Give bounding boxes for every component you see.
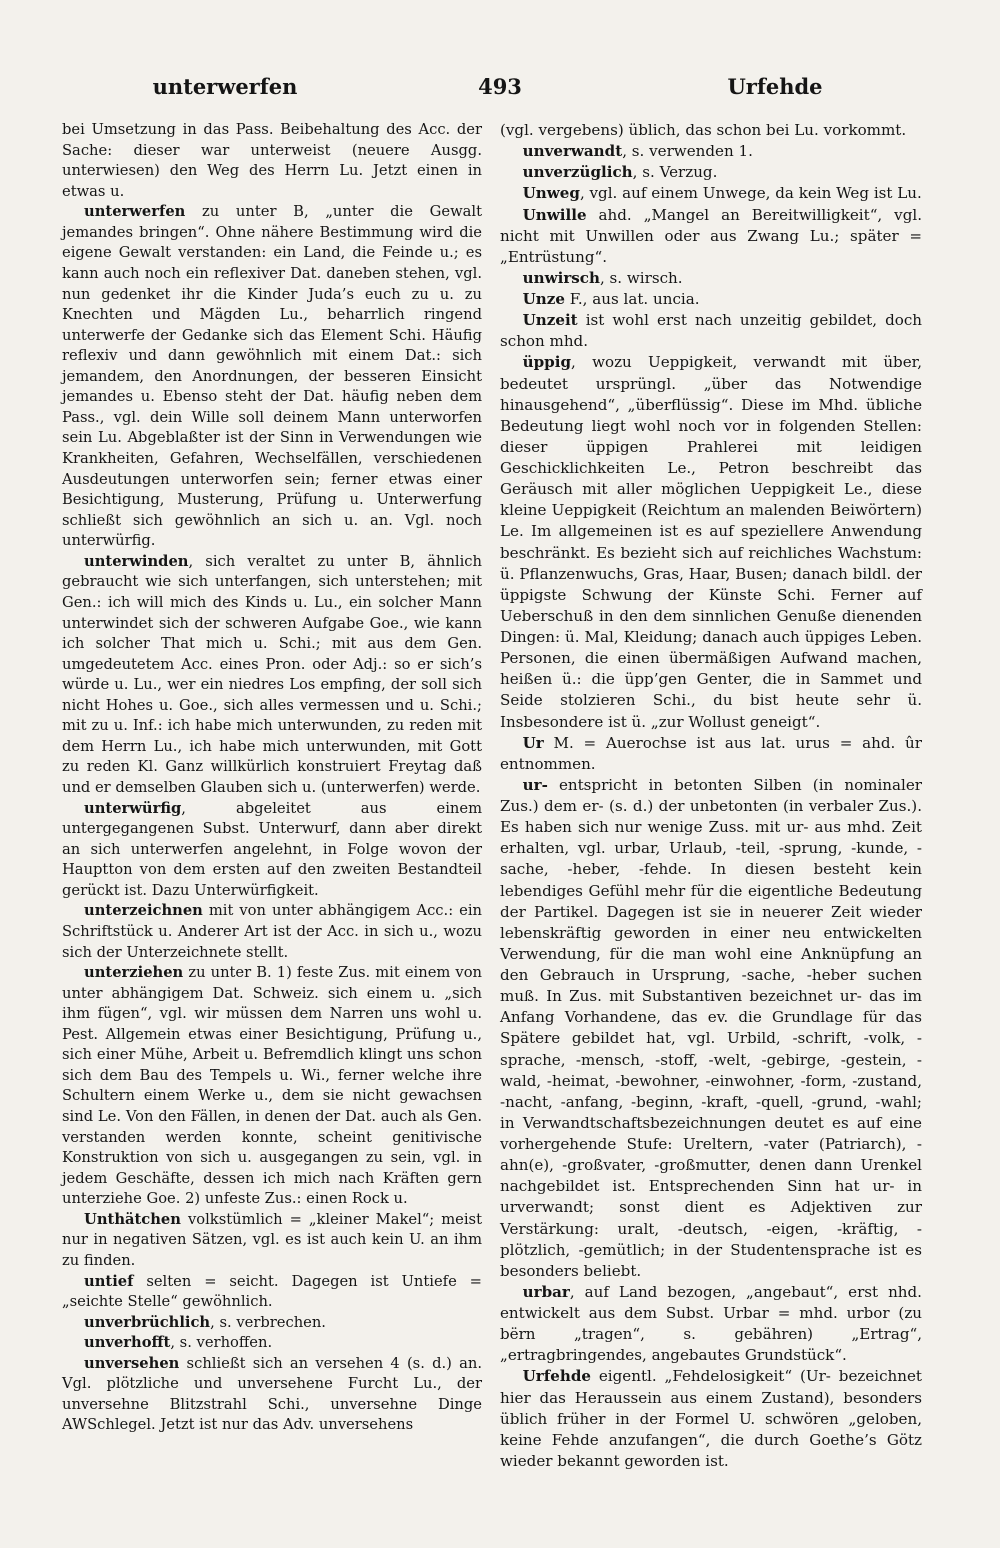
entry-text: ist wohl erst nach unzeitig gebildet, doch schon mhd. bbox=[500, 311, 922, 351]
right-column bbox=[500, 120, 922, 1472]
entry-text: mit von unter abhängigem Acc.: ein Schriftstück u. Anderer Art ist der Acc. in sich u., wozu sich der Unterzeichnete stellt. bbox=[62, 902, 482, 961]
entry-text: , s. verbrechen. bbox=[210, 1313, 326, 1331]
entry-text: , s. verhoffen. bbox=[170, 1334, 273, 1352]
entry-headword: Unthätchen bbox=[84, 1210, 181, 1228]
entry-headword: unverhofft bbox=[84, 1334, 171, 1352]
entry-text: ahd. „Mangel an Bereitwilligkeit“, vgl. nicht mit Unwillen oder aus Zwang Lu.; später = „Entrüstung“. bbox=[500, 205, 922, 266]
dictionary-entry bbox=[500, 162, 922, 183]
entry-text: , s. verwenden 1. bbox=[622, 142, 753, 161]
entry-continuation bbox=[500, 120, 922, 141]
entry-headword: Urfehde bbox=[522, 1367, 591, 1386]
entry-headword: unterzeichnen bbox=[84, 902, 203, 920]
entry-text: , s. Verzug. bbox=[632, 163, 718, 182]
entry-text: M. = Auerochse ist aus lat. urus = ahd. ûr entnommen. bbox=[500, 733, 922, 773]
entry-text: schließt sich an versehen 4 (s. d.) an. Vgl. plötzliche und unversehene Furcht Lu., der unversehne Blitzstrahl Schi., unversehne Dinge AWSchlegel. Jetzt ist nur das Adv. unversehens bbox=[62, 1354, 482, 1434]
running-head bbox=[60, 74, 940, 99]
dictionary-entry bbox=[62, 1210, 482, 1272]
dictionary-entry bbox=[62, 1313, 482, 1334]
entry-text: (vgl. vergebens) üblich, das schon bei Lu. vorkommt. bbox=[500, 121, 907, 139]
entry-headword: Unze bbox=[522, 290, 565, 308]
running-head-right: Urfehde bbox=[727, 74, 823, 99]
dictionary-entry bbox=[62, 1272, 482, 1313]
entry-text: , auf Land bezogen, „angebaut“, erst nhd. entwickelt aus dem Subst. Urbar = mhd. urbor (zu bërn „tragen“, s. gebähren) „Ertrag“, „ertragbringendes, angebautes Grundstück“. bbox=[500, 1282, 922, 1365]
entry-text: selten = seicht. Dagegen ist Untiefe = „seichte Stelle“ gewöhnlich. bbox=[62, 1272, 482, 1311]
dictionary-entry bbox=[500, 352, 922, 732]
entry-headword: unverbrüchlich bbox=[84, 1313, 211, 1331]
entry-text: F., aus lat. uncia. bbox=[564, 290, 700, 308]
dictionary-entry bbox=[500, 268, 922, 289]
dictionary-entry bbox=[500, 310, 922, 352]
entry-headword: Unweg bbox=[522, 184, 580, 203]
entry-headword: unterziehen bbox=[84, 964, 184, 982]
entry-headword: unterwürfig bbox=[84, 799, 182, 817]
dictionary-entry bbox=[62, 1333, 482, 1354]
entry-text: , wozu Ueppigkeit, verwandt mit über, bedeutet ursprüngl. „über das Notwendige hinausgehend“, „überflüssig“. Diese im Mhd. übliche Bedeutung liegt wohl noch vor in folgenden Stellen: dieser üppigen Prahlerei mit leidigen Geschicklichkeiten Le., Petron beschreibt das Geräusch mit aller möglichen Ueppigkeit Le., diese kleine Ueppigkeit (Reichtum an malenden Beiwörtern) Le. Im allgemeinen ist es auf speziellere Anwendung beschränkt. Es bezieht sich auf reichliches Wachstum: ü. Pflanzenwuchs, Gras, Haar, Busen; danach bildl. der üppigste Schwung der Künste Schi. Ferner auf Ueberschuß in den dem sinnlichen Genuße dienenden Dingen: ü. Mal, Kleidung; danach auch üppiges Leben. Personen, die einen übermäßigen Aufwand machen, heißen ü.: die üpp’gen Genter, die in Sammet und Seide stolzieren Schi., du bist heute sehr ü. Insbesondere ist ü. „zur Wollust geneigt“. bbox=[500, 353, 922, 731]
entry-headword: unwirsch bbox=[522, 268, 600, 287]
entry-text: , abgeleitet aus einem untergegangenen Subst. Unterwurf, dann aber direkt an sich unterwerfen angelehnt, in Folge wovon der Hauptton von dem ersten auf den zweiten Bestandteil gerückt ist. Dazu Unterwürfigkeit. bbox=[62, 799, 482, 899]
entry-text: , sich veraltet zu unter B, ähnlich gebraucht wie sich unterfangen, sich unterstehen; mit Gen.: ich will mich des Kinds u. Lu., ein solcher Mann unterwindet sich der schweren Aufgabe Goe., wie kann ich solcher That mich u. Schi.; mit aus dem Gen. umgedeutetem Acc. eines Pron. oder Adj.: so er sich’s würde u. Lu., wer ein niedres Los empfing, der soll sich nicht Hohes u. Goe., sich alles vermessen und u. Schi.; mit zu u. Inf.: ich habe mich unterwunden, zu reden mit dem Herrn Lu., ich habe mich unterwunden, mit Gott zu reden Kl. Ganz willkürlich konstruiert Freytag daß und er demselben Glauben sich u. (unterwerfen) werde. bbox=[62, 552, 482, 796]
entry-headword: untief bbox=[84, 1272, 134, 1290]
dictionary-entry bbox=[500, 289, 922, 310]
entry-headword: unterwerfen bbox=[84, 203, 186, 221]
entry-text: zu unter B, „unter die Gewalt jemandes bringen“. Ohne nähere Bestimmung wird die eigene Gewalt verstanden: ein Land, die Feinde u.; es kann auch noch ein reflexiver Dat. daneben stehen, vgl. nun gedenket ihr die Kinder Juda’s euch zu u. zu Knechten und Mägden Lu., beharrlich ringend unterwerfe der Gedanke sich das Element Schi. Häufig reflexiv und dann gewöhnlich mit einem Dat.: sich jemandem, den Anordnungen, der besseren Einsicht jemandes u. Ebenso steht der Dat. häufig neben dem Pass., vgl. dein Wille soll deinem Mann unterworfen sein Lu. Abgeblaßter ist der Sinn in Verwendungen wie Krankheiten, Gefahren, Wechselfällen, verschiedenen Ausdeutungen unterworfen sein; ferner etwas einer Besichtigung, Musterung, Prüfung u. Unterwerfung schließt sich gewöhnlich an sich u. an. Vgl. noch unterwürfig. bbox=[62, 203, 482, 550]
entry-text: , vgl. auf einem Unwege, da kein Weg ist Lu. bbox=[579, 184, 922, 203]
entry-text: entspricht in betonten Silben (in nominaler Zus.) dem er- (s. d.) der unbetonten (in verbaler Zus.). Es haben sich nur wenige Zuss. mit ur- aus mhd. Zeit erhalten, vgl. urbar, Urlaub, -teil, -sprung, -kunde, -sache, -heber, -fehde. In diesen besteht kein lebendiges Gefühl mehr für die eigentliche Bedeutung der Partikel. Dagegen ist sie in neuerer Zeit wieder lebenskräftig geworden in einer neu entwickelten Verwendung, für die man wohl eine Anknüpfung an den Gebrauch in Ursprung, -sache, -heber suchen muß. In Zus. mit Substantiven bezeichnet ur- das im Anfang Vorhandene, das ev. die Grundlage für das Spätere gebildet hat, vgl. Urbild, -schrift, -volk, -sprache, -mensch, -stoff, -welt, -gebirge, -gestein, -wald, -heimat, -bewohner, -einwohner, -form, -zustand, -nacht, -anfang, -beginn, -kraft, -quell, -grund, -wahl; in Verwandtschaftsbezeichnungen deutet es auf eine vorhergehende Stufe: Ureltern, -vater (Patriarch), -ahn(e), -großvater, -großmutter, denen dann Urenkel nachgebildet ist. Entsprechenden Sinn hat ur- in urverwandt; sonst dient es Adjektiven zur Verstärkung: uralt, -deutsch, -eigen, -kräftig, -plötzlich, -gemütlich; in der Studentensprache ist es besonders beliebt. bbox=[500, 775, 922, 1280]
entry-text: , s. wirsch. bbox=[599, 268, 683, 287]
entry-text: volkstümlich = „kleiner Makel“; meist nur in negativen Sätzen, vgl. es ist auch kein U. an ihm zu finden. bbox=[62, 1210, 482, 1269]
entry-headword: Unzeit bbox=[522, 311, 578, 330]
dictionary-entry bbox=[500, 733, 922, 775]
entry-headword: unversehen bbox=[84, 1354, 180, 1372]
dictionary-entry bbox=[500, 775, 922, 1282]
dictionary-entry bbox=[500, 141, 922, 162]
entry-headword: urbar bbox=[522, 1282, 570, 1301]
dictionary-entry bbox=[62, 1354, 482, 1436]
dictionary-entry bbox=[500, 1282, 922, 1367]
entry-headword: üppig bbox=[522, 353, 572, 372]
entry-headword: unverwandt bbox=[522, 142, 623, 161]
entry-text: bei Umsetzung in das Pass. Beibehaltung des Acc. der Sache: dieser war unterweist (neuere Ausgg. unterwiesen) den Weg des Herrn Lu. Jetzt einen in etwas u. bbox=[62, 121, 482, 200]
dictionary-entry bbox=[62, 552, 482, 799]
dictionary-entry bbox=[62, 901, 482, 963]
entry-headword: ur- bbox=[522, 775, 548, 794]
dictionary-entry bbox=[62, 963, 482, 1210]
page-number: 493 bbox=[478, 74, 522, 99]
left-column bbox=[62, 120, 482, 1436]
dictionary-entry bbox=[500, 1366, 922, 1472]
entry-headword: Ur bbox=[522, 733, 544, 752]
dictionary-entry bbox=[500, 183, 922, 204]
entry-headword: unverzüglich bbox=[522, 163, 633, 182]
running-head-left: unterwerfen bbox=[152, 74, 298, 99]
entry-text: zu unter B. 1) feste Zus. mit einem von unter abhängigem Dat. Schweiz. sich einem u. „sich ihm fügen“, vgl. wir müssen dem Narren uns wohl u. Pest. Allgemein etwas einer Besichtigung, Prüfung u., sich einer Mühe, Arbeit u. Befremdlich klingt uns schon sich dem Bau des Tempels u. Wi., ferner welche ihre Schultern einem Werke u., dem sie nicht gewachsen sind Le. Von den Fällen, in denen der Dat. auch als Gen. verstanden werden konnte, scheint genitivische Konstruktion von sich u. ausgegangen zu sein, vgl. in jedem Geschäfte, dessen ich mich nach Kräften gern unterziehe Goe. 2) unfeste Zus.: einen Rock u. bbox=[62, 964, 482, 1208]
dictionary-entry bbox=[62, 202, 482, 552]
entry-headword: unterwinden bbox=[84, 552, 189, 570]
dictionary-entry bbox=[500, 205, 922, 268]
entry-continuation bbox=[62, 120, 482, 202]
entry-headword: Unwille bbox=[522, 205, 587, 224]
entry-text: eigentl. „Fehdelosigkeit“ (Ur- bezeichnet hier das Heraussein aus einem Zustand), besonders üblich früher in der Formel U. schwören „geloben, keine Fehde anzufangen“, die durch Goethe’s Götz wieder bekannt geworden ist. bbox=[500, 1367, 922, 1470]
dictionary-entry bbox=[62, 799, 482, 902]
